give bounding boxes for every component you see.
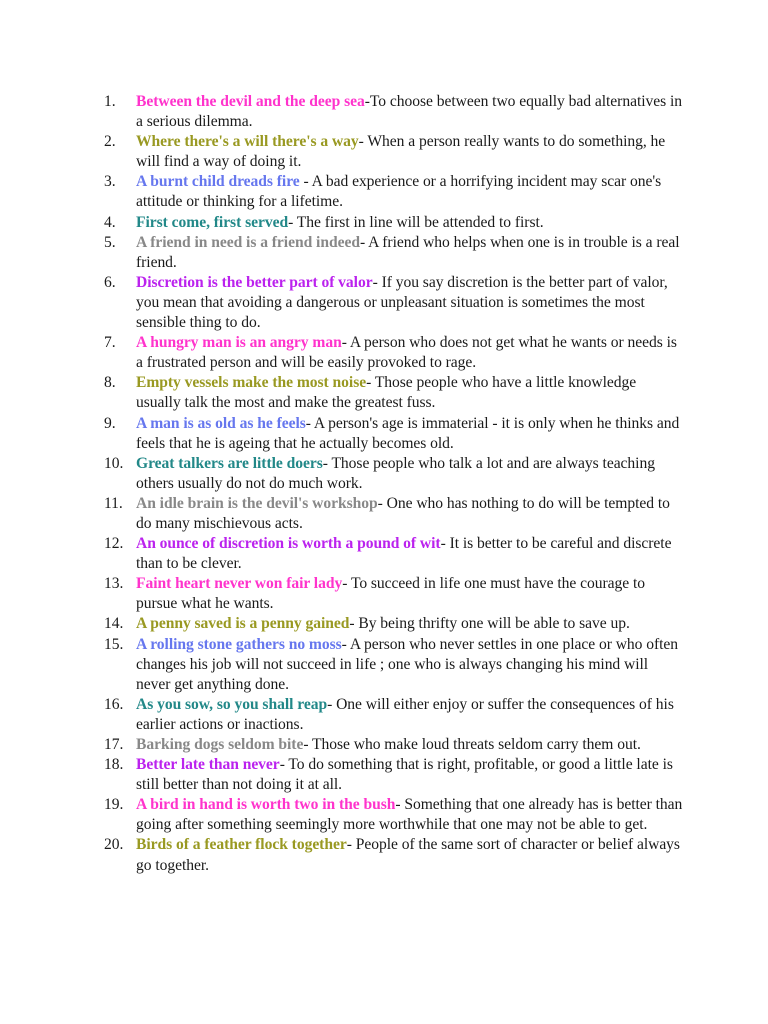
proverb-item: [104, 614, 684, 634]
proverb-phrase: An ounce of discretion is worth a pound of wit: [136, 535, 441, 553]
proverb-item: [104, 213, 684, 233]
proverb-phrase: Where there's a will there's a way: [136, 133, 359, 151]
item-number: 20.: [104, 836, 124, 854]
separator-dash: -: [372, 273, 382, 291]
proverb-phrase: Great talkers are little doers: [136, 454, 323, 472]
separator-dash: -: [358, 133, 368, 151]
proverb-phrase: As you sow, so you shall reap: [136, 695, 328, 713]
proverb-phrase: Between the devil and the deep sea: [136, 93, 365, 110]
separator-dash: -: [395, 796, 405, 814]
item-number: 7.: [104, 334, 116, 352]
proverb-list: [104, 92, 684, 876]
proverb-item: [104, 795, 684, 835]
proverb-meaning: Those people who talk a lot and are always teaching others usually do not do much work.: [136, 454, 655, 492]
proverb-meaning: Those people who have a little knowledge usually talk the most and make the greatest fuss.: [136, 374, 637, 412]
item-number: 10.: [104, 454, 124, 472]
item-number: 8.: [104, 374, 116, 392]
proverb-item: [104, 233, 684, 273]
proverb-meaning: If you say discretion is the better part of valor, you mean that avoiding a dangerous or unpleasant situation is sometimes the most sensible thing to do.: [136, 273, 668, 332]
separator-dash: -: [346, 836, 356, 854]
separator-dash: -: [349, 615, 359, 633]
proverb-phrase: Empty vessels make the most noise: [136, 374, 367, 392]
proverb-item: [104, 414, 684, 454]
item-number: 19.: [104, 796, 124, 814]
proverb-phrase: Barking dogs seldom bite: [136, 736, 304, 753]
proverb-item: [104, 835, 684, 875]
proverb-item: [104, 635, 684, 695]
proverb-meaning: A person's age is immaterial - it is only when he thinks and feels that he is ageing that he actually becomes old.: [136, 414, 680, 452]
proverb-meaning: To do something that is right, profitable, or good a little late is still better than not doing it at all.: [136, 756, 673, 794]
proverb-meaning: Something that one already has is better than going after something seemingly more worthwhile that one may not be able to get.: [136, 796, 683, 834]
proverb-phrase: A friend in need is a friend indeed: [136, 233, 360, 251]
separator-dash: -: [341, 635, 350, 653]
proverb-item: [104, 454, 684, 494]
separator-dash: -: [327, 695, 337, 713]
proverb-phrase: A hungry man is an angry man: [136, 334, 342, 352]
proverb-meaning: To choose between two equally bad alternatives in a serious dilemma.: [136, 93, 683, 131]
separator-dash: -: [279, 756, 289, 774]
separator-dash: -: [366, 374, 375, 392]
item-number: 12.: [104, 535, 124, 553]
proverb-phrase: An idle brain is the devil's workshop: [136, 494, 378, 512]
proverb-item: [104, 735, 684, 755]
proverb-meaning: To succeed in life one must have the courage to pursue what he wants.: [136, 575, 645, 613]
separator-dash: -: [303, 736, 313, 753]
proverb-meaning: A bad experience or a horrifying incident may scar one's attitude or thinking for a lifetime.: [136, 173, 662, 211]
separator-dash: -: [305, 414, 314, 432]
item-number: 17.: [104, 736, 124, 753]
proverb-meaning: A person who does not get what he wants or needs is a frustrated person and will be easily provoked to rage.: [136, 334, 677, 372]
item-number: 6.: [104, 273, 116, 291]
separator-dash: -: [359, 233, 369, 251]
proverb-phrase: Faint heart never won fair lady: [136, 575, 343, 593]
item-number: 16.: [104, 695, 124, 713]
separator-dash: -: [377, 494, 387, 512]
proverb-item: [104, 273, 684, 333]
proverb-item: [104, 333, 684, 373]
separator-dash: -: [364, 93, 370, 110]
item-number: 14.: [104, 615, 124, 633]
proverb-item: [104, 373, 684, 413]
proverb-phrase: Birds of a feather flock together: [136, 836, 347, 854]
item-number: 4.: [104, 213, 116, 231]
proverb-meaning: One will either enjoy or suffer the consequences of his earlier actions or inactions.: [136, 695, 674, 733]
proverb-phrase: Discretion is the better part of valor: [136, 273, 373, 291]
item-number: 3.: [104, 173, 116, 191]
proverb-meaning: A friend who helps when one is in trouble is a real friend.: [136, 233, 680, 271]
separator-dash: -: [341, 334, 350, 352]
item-number: 11.: [104, 494, 123, 512]
separator-dash: -: [322, 454, 332, 472]
separator-dash: -: [440, 535, 450, 553]
item-number: 9.: [104, 414, 116, 432]
proverb-item: [104, 534, 684, 574]
proverb-phrase: A rolling stone gathers no moss: [136, 635, 342, 653]
proverb-phrase: A bird in hand is worth two in the bush: [136, 796, 396, 814]
proverb-item: [104, 92, 684, 132]
proverb-meaning: One who has nothing to do will be tempted to do many mischievous acts.: [136, 494, 670, 532]
separator-dash: -: [342, 575, 351, 593]
proverb-meaning: Those who make loud threats seldom carry them out.: [312, 736, 641, 753]
proverb-phrase: A man is as old as he feels: [136, 414, 306, 432]
proverb-meaning: When a person really wants to do something, he will find a way of doing it.: [136, 133, 666, 171]
proverb-meaning: The first in line will be attended to first.: [296, 213, 544, 231]
proverb-item: [104, 132, 684, 172]
proverb-item: [104, 695, 684, 735]
proverb-meaning: It is better to be careful and discrete than to be clever.: [136, 535, 672, 573]
proverb-item: [104, 574, 684, 614]
proverb-item: [104, 172, 684, 212]
item-number: 13.: [104, 575, 124, 593]
item-number: 2.: [104, 133, 116, 151]
item-number: 1.: [104, 93, 116, 110]
proverb-phrase: First come, first served: [136, 213, 289, 231]
separator-dash: -: [288, 213, 297, 231]
proverb-item: [104, 755, 684, 795]
proverb-item: [104, 494, 684, 534]
proverb-phrase: A penny saved is a penny gained: [136, 615, 350, 633]
proverb-meaning: By being thrifty one will be able to save up.: [358, 615, 630, 633]
item-number: 15.: [104, 635, 124, 653]
proverb-meaning: People of the same sort of character or belief always go together.: [136, 836, 680, 874]
item-number: 5.: [104, 233, 116, 251]
item-number: 18.: [104, 756, 124, 774]
separator-dash: -: [299, 173, 312, 191]
proverb-phrase: A burnt child dreads fire: [136, 173, 300, 191]
proverb-phrase: Better late than never: [136, 756, 280, 774]
proverb-meaning: A person who never settles in one place or who often changes his job will not succeed in life ; one who is always changing his mind will never get anything done.: [136, 635, 679, 693]
